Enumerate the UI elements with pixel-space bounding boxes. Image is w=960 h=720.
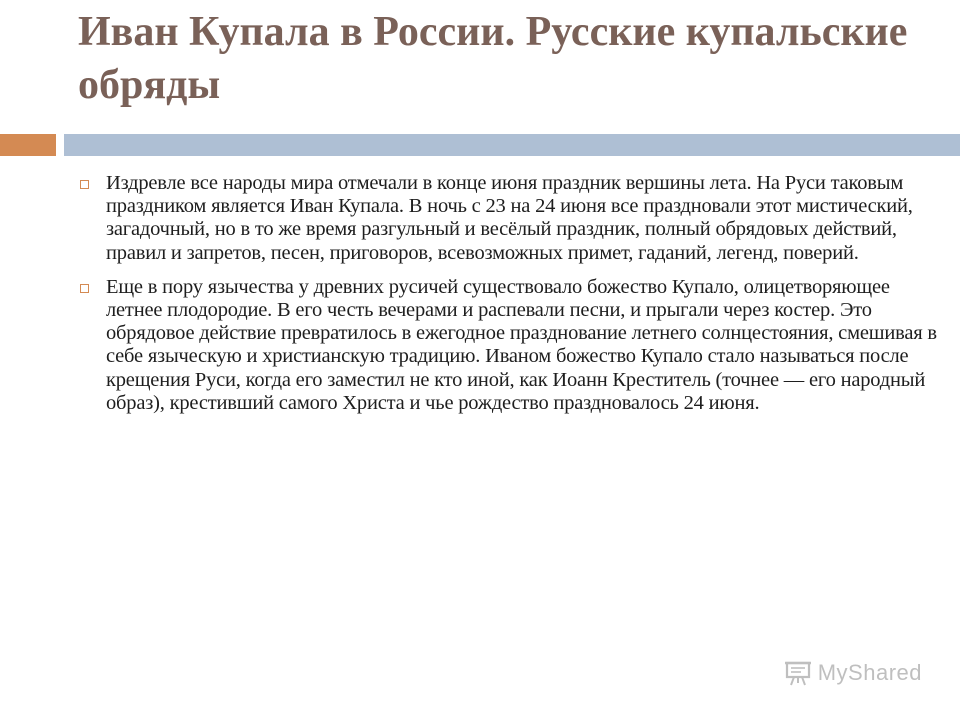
accent-bar: [0, 134, 56, 156]
watermark: [784, 656, 922, 690]
bullet-text: Еще в пору язычества у древних русичей существовало божество Купало, олицетворяющее летнее плодородие. В его честь вечерами и распевали песни, и прыгали через костер. Это обрядовое действие превратилось в ежегодное празднование летнего солнцестояния, смешивая в себе языческую и христианскую традицию. Иваном божество Купало стало называться после крещения Руси, когда его заместил не кто иной, как Иоанн Креститель (точнее — его народный образ), крестивший самого Христа и чье рождество праздновалось 24 июня.: [106, 275, 937, 414]
bullet-list: [78, 172, 938, 426]
square-bullet-icon: [80, 180, 89, 189]
presentation-board-icon: [784, 659, 812, 687]
slide-title: Иван Купала в России. Русские купальские обряды: [78, 9, 908, 108]
list-item: [78, 172, 938, 265]
square-bullet-icon: [80, 284, 89, 293]
bullet-text: Издревле все народы мира отмечали в конце июня праздник вершины лета. На Руси таковым праздником является Иван Купала. В ночь с 23 на 24 июня все праздновали этот мистический, загадочный, но в то же время разгульный и весёлый праздник, полный обрядовых действий, правил и запретов, песен, приговоров, всевозможных примет, гаданий, легенд, поверий.: [106, 172, 913, 264]
watermark-text: MyShared: [817, 660, 922, 685]
list-item: [78, 276, 938, 415]
divider-bar: [64, 134, 960, 156]
